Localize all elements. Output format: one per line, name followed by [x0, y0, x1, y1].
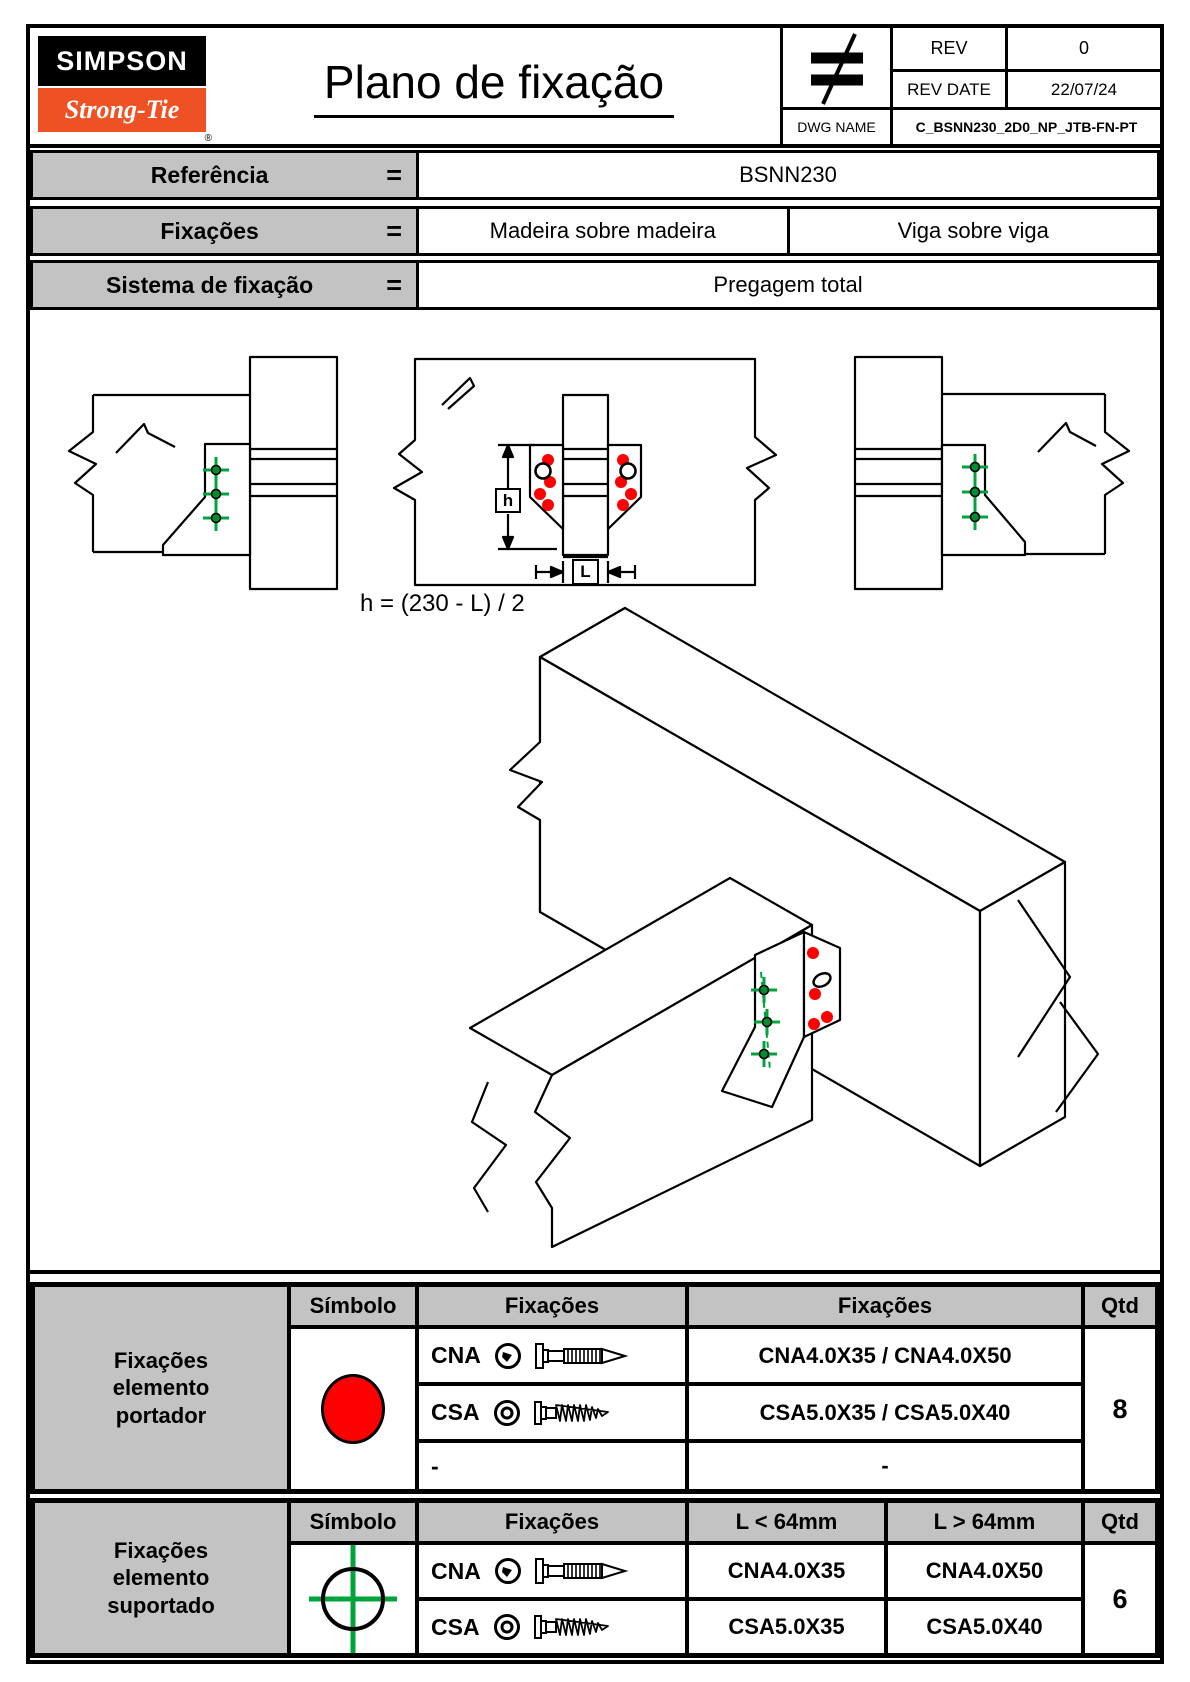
header-fixacoes: Fixações — [417, 1285, 687, 1327]
nail-head-icon — [493, 1556, 523, 1586]
supported-fastener-crosshairs — [751, 977, 780, 1067]
title-block — [30, 28, 1160, 148]
logo-simpson-wordmark: SIMPSON — [38, 36, 206, 86]
screw-icon — [534, 1399, 634, 1427]
fastener-row-csa: CSA — [417, 1599, 687, 1655]
info-row-sistema — [30, 260, 1160, 310]
csa-lt64: CSA5.0X35 — [687, 1599, 886, 1655]
break-symbol — [116, 424, 175, 453]
referencia-label: Referência — [150, 161, 269, 188]
suportado-qty: 6 — [1083, 1543, 1157, 1655]
sheet-frame — [26, 24, 1164, 1664]
fastener-row-cna: CNA — [417, 1543, 687, 1599]
screw-icon — [534, 1613, 634, 1641]
sistema-label: Sistema de fixação — [106, 271, 314, 298]
front-view — [394, 359, 776, 585]
cna-gt64: CNA4.0X50 — [886, 1543, 1083, 1599]
simpson-strongtie-logo — [38, 36, 212, 144]
equals-sign: = — [386, 159, 402, 190]
rev-label: REV — [890, 28, 1005, 72]
left-side-view — [69, 357, 337, 589]
header-l-gt-64: L > 64mm — [886, 1501, 1083, 1543]
nail-head-icon — [493, 1341, 523, 1371]
red-circle-symbol — [321, 1374, 385, 1444]
table-fixacoes-suportado — [30, 1498, 1160, 1658]
cna-lt64: CNA4.0X35 — [687, 1543, 886, 1599]
header-fixacoes: Fixações — [687, 1285, 1083, 1327]
dwg-name-value: C_BSNN230_2D0_NP_JTB-FN-PT — [890, 110, 1160, 144]
technical-drawing — [30, 312, 1160, 1274]
header-simbolo: Símbolo — [289, 1285, 417, 1327]
header-fixacoes: Fixações — [417, 1501, 687, 1543]
right-side-view — [855, 357, 1129, 589]
csa-designations: CSA5.0X35 / CSA5.0X40 — [687, 1384, 1083, 1441]
hanger-left-view — [163, 444, 250, 555]
page-title: Plano de fixação — [210, 28, 778, 144]
not-equal-projection-icon — [797, 28, 877, 108]
break-cut — [472, 1082, 506, 1212]
equals-sign: = — [386, 269, 402, 300]
isometric-view — [470, 608, 1098, 1247]
logo-strongtie-wordmark: Strong-Tie — [38, 88, 206, 132]
rev-date-label: REV DATE — [890, 72, 1005, 110]
table-fixacoes-portador — [30, 1282, 1160, 1494]
hanger-right-view — [942, 445, 1025, 555]
projection-symbol-cell — [780, 28, 890, 110]
suportado-row-label: Fixações elemento suportado — [33, 1501, 289, 1655]
technical-drawing-area — [30, 312, 1160, 1274]
height-formula: h = (230 - L) / 2 — [360, 590, 525, 617]
nail-icon — [535, 1557, 635, 1585]
fixacoes-label: Fixações — [160, 217, 259, 244]
screw-head-icon — [492, 1398, 522, 1428]
header-qtd: Qtd — [1083, 1285, 1157, 1327]
suportado-symbol-cell — [289, 1543, 417, 1655]
empty-designations: - — [687, 1441, 1083, 1491]
fastener-row-csa: CSA — [417, 1384, 687, 1441]
screw-head-icon — [492, 1612, 522, 1642]
cna-designations: CNA4.0X35 / CNA4.0X50 — [687, 1327, 1083, 1384]
csa-gt64: CSA5.0X40 — [886, 1599, 1083, 1655]
break-symbol — [1038, 423, 1096, 452]
fastener-row-cna: CNA — [417, 1327, 687, 1384]
dwg-name-label: DWG NAME — [780, 110, 890, 144]
portador-row-label: Fixações elemento portador — [33, 1285, 289, 1491]
equals-sign: = — [386, 215, 402, 246]
dimension-l-label: L — [572, 559, 599, 585]
registered-trademark-icon: ® — [204, 133, 212, 144]
fixacoes-value-material: Madeira sobre madeira — [489, 218, 716, 243]
fixacoes-value-type: Viga sobre viga — [787, 209, 1158, 253]
dimension-h-label: h — [495, 488, 521, 513]
referencia-value: BSNN230 — [739, 162, 837, 187]
header-qtd: Qtd — [1083, 1501, 1157, 1543]
bolt-hole — [621, 464, 636, 479]
header-l-lt-64: L < 64mm — [687, 1501, 886, 1543]
sistema-value: Pregagem total — [713, 272, 863, 297]
rev-value: 0 — [1005, 28, 1160, 72]
info-row-referencia — [30, 150, 1160, 200]
green-crosshair-symbol — [303, 1543, 403, 1655]
header-simbolo: Símbolo — [289, 1501, 417, 1543]
fastener-row-empty: - — [417, 1441, 687, 1491]
portador-qty: 8 — [1083, 1327, 1157, 1491]
nail-icon — [535, 1342, 635, 1370]
bolt-hole — [536, 464, 551, 479]
info-row-fixacoes — [30, 206, 1160, 256]
rev-date-value: 22/07/24 — [1005, 72, 1160, 110]
portador-symbol-cell — [289, 1327, 417, 1491]
